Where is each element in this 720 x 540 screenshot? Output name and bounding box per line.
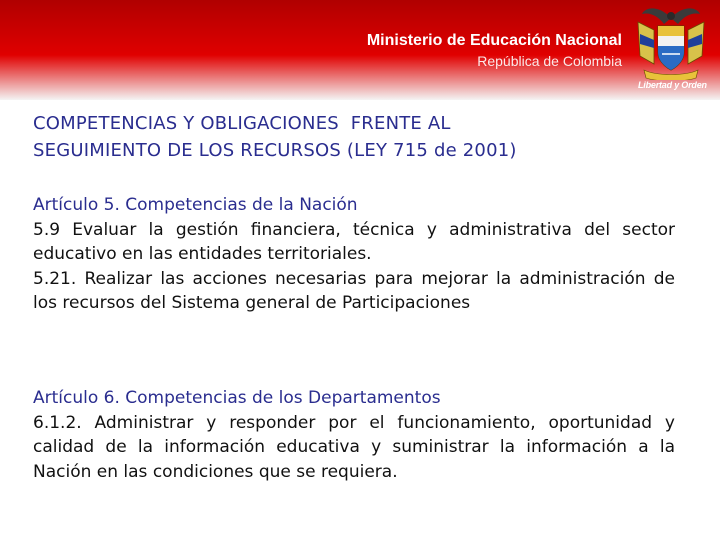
title-line-2: SEGUIMIENTO DE LOS RECURSOS (LEY 715 de 2001) bbox=[33, 140, 517, 161]
article-6-heading: Artículo 6. Competencias de los Departamentos bbox=[33, 388, 441, 408]
motto-text: Libertad y Orden bbox=[638, 80, 707, 90]
title-line-1: COMPETENCIAS Y OBLIGACIONES FRENTE AL bbox=[33, 113, 451, 134]
ministry-name: Ministerio de Educación Nacional bbox=[366, 32, 622, 49]
article-5-heading: Artículo 5. Competencias de la Nación bbox=[33, 195, 358, 215]
republic-name: República de Colombia bbox=[477, 53, 622, 69]
page-title bbox=[33, 110, 683, 164]
article-6-item-6-1-2: 6.1.2. Administrar y responder por el funcionamiento, oportunidad y calidad de la información educativa y suministrar la información a la Nación en las condiciones que se requiera. bbox=[33, 412, 675, 482]
article-5-item-5-9: 5.9 Evaluar la gestión financiera, técnica y administrativa del sector educativo en las entidades territoriales. bbox=[33, 219, 675, 264]
colombia-coat-of-arms-icon bbox=[636, 4, 706, 80]
header-banner bbox=[0, 0, 720, 100]
article-5-item-5-21: 5.21. Realizar las acciones necesarias para mejorar la administración de los recursos del Sistema general de Participaciones bbox=[33, 268, 675, 313]
article-6-section bbox=[33, 386, 675, 484]
article-5-section bbox=[33, 193, 675, 316]
